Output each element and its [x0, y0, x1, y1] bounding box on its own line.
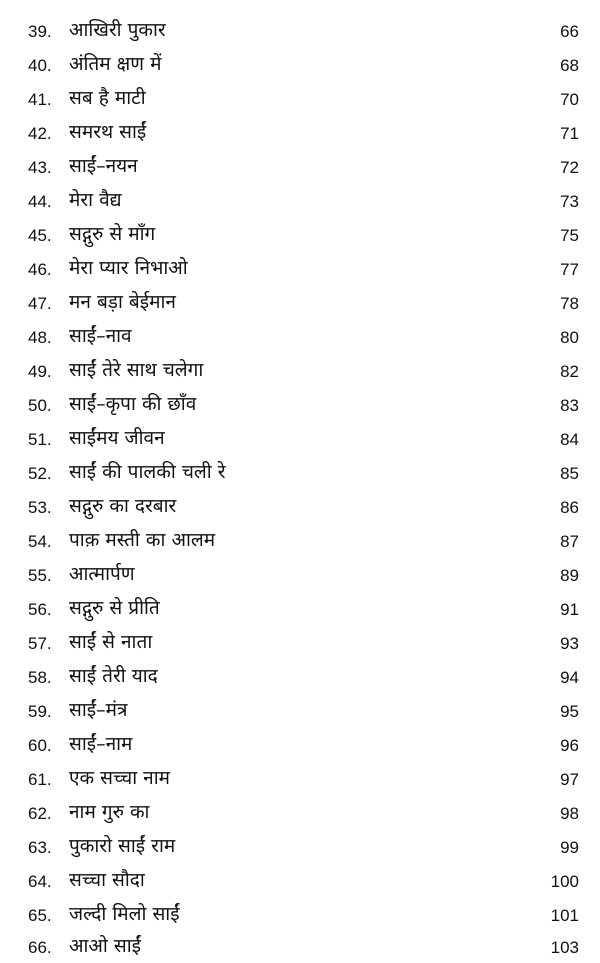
- toc-entry: [0, 658, 600, 692]
- entry-title: साईंमय जीवन: [69, 427, 165, 449]
- toc-entry: [0, 624, 600, 658]
- entry-title: सद्गुरु से माँग: [69, 223, 156, 245]
- toc-entry: [0, 692, 600, 726]
- entry-title: साईं की पालकी चली रे: [69, 461, 226, 483]
- entry-title: साईं–नाव: [69, 325, 132, 347]
- entry-number: 52.: [28, 464, 52, 483]
- entry-title: एक सच्चा नाम: [69, 767, 170, 789]
- toc-entry: [0, 760, 600, 794]
- toc-entry: [0, 590, 600, 624]
- entry-title: साईं से नाता: [69, 631, 153, 653]
- toc-entry: [0, 386, 600, 420]
- entry-number: 46.: [28, 260, 52, 279]
- toc-entry: [0, 182, 600, 216]
- entry-number: 39.: [28, 22, 52, 41]
- entry-number: 54.: [28, 532, 52, 551]
- entry-number: 42.: [28, 124, 52, 143]
- entry-page-number: 75: [560, 226, 579, 245]
- entry-page-number: 72: [560, 158, 579, 177]
- entry-page-number: 94: [560, 668, 579, 687]
- toc-entry: [0, 726, 600, 760]
- entry-title: साईं तेरे साथ चलेगा: [69, 359, 204, 381]
- entry-page-number: 101: [550, 906, 579, 925]
- entry-page-number: 89: [560, 566, 579, 585]
- entry-number: 40.: [28, 56, 52, 75]
- entry-title: आखिरी पुकार: [69, 19, 166, 41]
- entry-number: 63.: [28, 838, 52, 857]
- entry-number: 41.: [28, 90, 52, 109]
- entry-number: 50.: [28, 396, 52, 415]
- entry-number: 57.: [28, 634, 52, 653]
- entry-page-number: 97: [560, 770, 579, 789]
- entry-page-number: 83: [560, 396, 579, 415]
- toc-entry: [0, 862, 600, 896]
- toc-entry: [0, 556, 600, 590]
- entry-number: 61.: [28, 770, 52, 789]
- toc-entry: [0, 46, 600, 80]
- entry-title: सच्चा सौदा: [69, 869, 145, 891]
- entry-title: पुकारो साईं राम: [69, 835, 176, 857]
- entry-page-number: 93: [560, 634, 579, 653]
- toc-entry: [0, 454, 600, 488]
- entry-title: आत्मार्पण: [69, 563, 135, 585]
- entry-number: 43.: [28, 158, 52, 177]
- entry-page-number: 103: [550, 938, 579, 957]
- entry-title: साईं–कृपा की छाँव: [69, 393, 197, 415]
- entry-title: समरथ साईं: [69, 121, 147, 143]
- entry-number: 53.: [28, 498, 52, 517]
- toc-entry: [0, 352, 600, 386]
- entry-title: सद्गुरु से प्रीति: [69, 597, 160, 619]
- entry-number: 60.: [28, 736, 52, 755]
- toc-entry: [0, 80, 600, 114]
- entry-title: सब है माटी: [69, 87, 146, 109]
- entry-number: 47.: [28, 294, 52, 313]
- entry-page-number: 87: [560, 532, 579, 551]
- entry-number: 66.: [28, 938, 52, 957]
- entry-title: साईं–नाम: [69, 733, 133, 755]
- entry-page-number: 80: [560, 328, 579, 347]
- entry-number: 49.: [28, 362, 52, 381]
- entry-page-number: 78: [560, 294, 579, 313]
- entry-title: आओ साईं: [69, 935, 141, 957]
- toc-entry: [0, 420, 600, 454]
- entry-title: सद्गुरु का दरबार: [69, 495, 177, 517]
- entry-page-number: 85: [560, 464, 579, 483]
- entry-page-number: 66: [560, 22, 579, 41]
- entry-number: 62.: [28, 804, 52, 823]
- entry-number: 65.: [28, 906, 52, 925]
- toc-entry: [0, 522, 600, 556]
- entry-title: मन बड़ा बेईमान: [69, 291, 176, 313]
- entry-page-number: 100: [550, 872, 579, 891]
- toc-entry: [0, 828, 600, 862]
- entry-number: 64.: [28, 872, 52, 891]
- toc-entry: [0, 488, 600, 522]
- entry-title: अंतिम क्षण में: [69, 53, 162, 75]
- entry-title: मेरा प्यार निभाओ: [69, 257, 188, 279]
- entry-number: 55.: [28, 566, 52, 585]
- entry-title: जल्दी मिलो साईं: [69, 903, 180, 925]
- entry-number: 48.: [28, 328, 52, 347]
- entry-page-number: 96: [560, 736, 579, 755]
- entry-page-number: 73: [560, 192, 579, 211]
- entry-title: मेरा वैद्य: [69, 189, 122, 211]
- entry-page-number: 86: [560, 498, 579, 517]
- toc-entry: [0, 114, 600, 148]
- entry-number: 45.: [28, 226, 52, 245]
- entry-title: साईं तेरी याद: [69, 665, 158, 687]
- toc-entry: [0, 250, 600, 284]
- toc-entry: [0, 284, 600, 318]
- entry-number: 59.: [28, 702, 52, 721]
- entry-page-number: 91: [560, 600, 579, 619]
- entry-title: पाक़ मस्ती का आलम: [69, 529, 216, 551]
- entry-page-number: 99: [560, 838, 579, 857]
- entry-number: 51.: [28, 430, 52, 449]
- entry-title: नाम गुरु का: [69, 801, 150, 823]
- toc-entry: [0, 318, 600, 352]
- toc-entry: [0, 148, 600, 182]
- entry-page-number: 98: [560, 804, 579, 823]
- entry-page-number: 71: [560, 124, 579, 143]
- entry-page-number: 68: [560, 56, 579, 75]
- entry-page-number: 84: [560, 430, 579, 449]
- toc-entry: [0, 896, 600, 930]
- entry-page-number: 82: [560, 362, 579, 381]
- entry-number: 56.: [28, 600, 52, 619]
- entry-title: साईं–नयन: [69, 155, 138, 177]
- entry-page-number: 77: [560, 260, 579, 279]
- toc-entry: [0, 794, 600, 828]
- entry-page-number: 95: [560, 702, 579, 721]
- entry-page-number: 70: [560, 90, 579, 109]
- toc-entry: [0, 928, 600, 962]
- toc-entry: [0, 216, 600, 250]
- entry-number: 44.: [28, 192, 52, 211]
- entry-title: साईं–मंत्र: [69, 699, 128, 721]
- toc-entry: [0, 12, 600, 46]
- entry-number: 58.: [28, 668, 52, 687]
